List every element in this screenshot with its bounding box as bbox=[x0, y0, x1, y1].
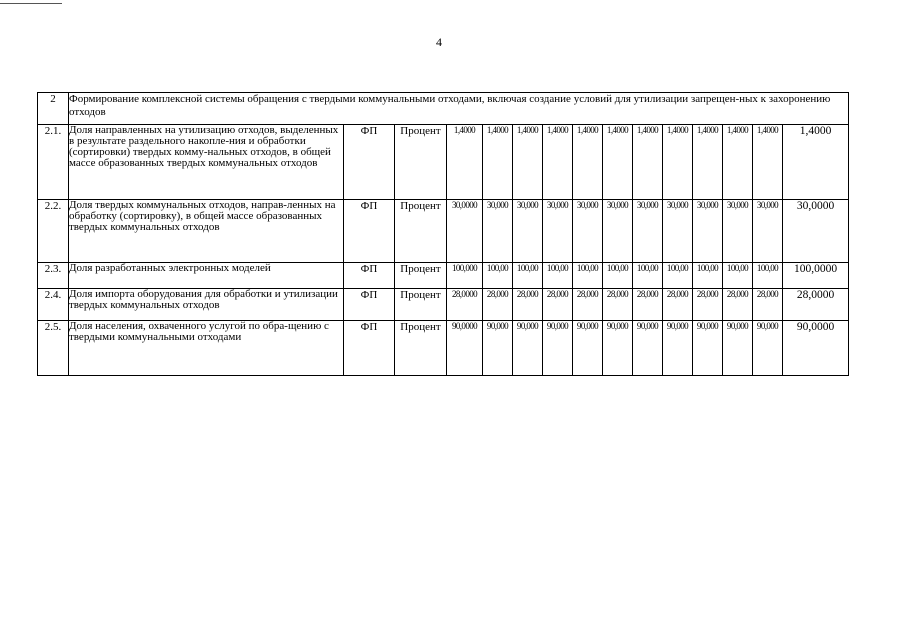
value-cell: 30,000 bbox=[753, 200, 783, 263]
indicator-name: Доля направленных на утилизацию отходов, выделенных в результате раздельного накопле-ния и обработки (сортировки) твердых комму-нальных отходов, в общей массе образованных твердых коммунальных отходов bbox=[69, 125, 344, 200]
value-cell: 1,4000 bbox=[573, 125, 603, 200]
row-number: 2.3. bbox=[38, 263, 69, 289]
indicator-name: Доля твердых коммунальных отходов, направ-ленных на обработку (сортировку), в общей массе образованных твердых коммунальных отходов bbox=[69, 200, 344, 263]
value-cell: 30,000 bbox=[663, 200, 693, 263]
value-cell: 100,00 bbox=[543, 263, 573, 289]
page-number: 4 bbox=[436, 35, 442, 49]
table-row bbox=[38, 125, 849, 200]
value-cell: 1,4000 bbox=[633, 125, 663, 200]
value-cell: 28,000 bbox=[723, 289, 753, 321]
source-code: ФП bbox=[344, 289, 395, 321]
unit-label: Процент bbox=[395, 263, 447, 289]
value-cell: 30,000 bbox=[723, 200, 753, 263]
value-cell: 28,000 bbox=[513, 289, 543, 321]
total-value: 1,4000 bbox=[783, 125, 849, 200]
value-cell: 90,0000 bbox=[447, 321, 483, 376]
total-value: 28,0000 bbox=[783, 289, 849, 321]
source-code: ФП bbox=[344, 321, 395, 376]
value-cell: 100,00 bbox=[693, 263, 723, 289]
value-cell: 1,4000 bbox=[483, 125, 513, 200]
value-cell: 30,000 bbox=[483, 200, 513, 263]
value-cell: 100,00 bbox=[723, 263, 753, 289]
value-cell: 28,000 bbox=[603, 289, 633, 321]
value-cell: 30,000 bbox=[633, 200, 663, 263]
value-cell: 90,000 bbox=[723, 321, 753, 376]
value-cell: 100,00 bbox=[753, 263, 783, 289]
value-cell: 90,000 bbox=[693, 321, 723, 376]
value-cell: 100,00 bbox=[663, 263, 693, 289]
section-number: 2 bbox=[38, 93, 69, 125]
value-cell: 28,000 bbox=[483, 289, 513, 321]
value-cell: 1,4000 bbox=[723, 125, 753, 200]
value-cell: 28,000 bbox=[633, 289, 663, 321]
value-cell: 30,000 bbox=[513, 200, 543, 263]
table-row bbox=[38, 321, 849, 376]
value-cell: 28,000 bbox=[753, 289, 783, 321]
value-cell: 28,000 bbox=[693, 289, 723, 321]
value-cell: 30,000 bbox=[543, 200, 573, 263]
value-cell: 30,000 bbox=[573, 200, 603, 263]
source-code: ФП bbox=[344, 263, 395, 289]
table-row bbox=[38, 289, 849, 321]
row-number: 2.1. bbox=[38, 125, 69, 200]
value-cell: 30,0000 bbox=[447, 200, 483, 263]
value-cell: 100,00 bbox=[513, 263, 543, 289]
value-cell: 90,000 bbox=[483, 321, 513, 376]
section-title: Формирование комплексной системы обращения с твердыми коммунальными отходами, включая создание условий для утилизации запрещен-ных к захоронению отходов bbox=[69, 93, 849, 125]
source-code: ФП bbox=[344, 200, 395, 263]
value-cell: 28,000 bbox=[663, 289, 693, 321]
value-cell: 1,4000 bbox=[603, 125, 633, 200]
value-cell: 28,0000 bbox=[447, 289, 483, 321]
section-row bbox=[38, 93, 849, 125]
table-body bbox=[38, 93, 849, 376]
value-cell: 1,4000 bbox=[753, 125, 783, 200]
row-number: 2.5. bbox=[38, 321, 69, 376]
indicator-name: Доля импорта оборудования для обработки и утилизации твердых коммунальных отходов bbox=[69, 289, 344, 321]
value-cell: 90,000 bbox=[513, 321, 543, 376]
value-cell: 1,4000 bbox=[513, 125, 543, 200]
total-value: 90,0000 bbox=[783, 321, 849, 376]
value-cell: 100,000 bbox=[447, 263, 483, 289]
indicators-table bbox=[37, 92, 849, 376]
value-cell: 1,4000 bbox=[693, 125, 723, 200]
indicator-name: Доля разработанных электронных моделей bbox=[69, 263, 344, 289]
value-cell: 90,000 bbox=[663, 321, 693, 376]
row-number: 2.2. bbox=[38, 200, 69, 263]
value-cell: 90,000 bbox=[543, 321, 573, 376]
row-number: 2.4. bbox=[38, 289, 69, 321]
value-cell: 90,000 bbox=[573, 321, 603, 376]
value-cell: 1,4000 bbox=[447, 125, 483, 200]
indicator-name: Доля населения, охваченного услугой по обра-щению с твердыми коммунальными отходами bbox=[69, 321, 344, 376]
value-cell: 1,4000 bbox=[543, 125, 573, 200]
value-cell: 90,000 bbox=[633, 321, 663, 376]
value-cell: 1,4000 bbox=[663, 125, 693, 200]
top-edge-rule bbox=[0, 3, 62, 4]
value-cell: 100,00 bbox=[483, 263, 513, 289]
unit-label: Процент bbox=[395, 289, 447, 321]
value-cell: 28,000 bbox=[573, 289, 603, 321]
value-cell: 100,00 bbox=[633, 263, 663, 289]
unit-label: Процент bbox=[395, 321, 447, 376]
value-cell: 30,000 bbox=[603, 200, 633, 263]
value-cell: 100,00 bbox=[573, 263, 603, 289]
unit-label: Процент bbox=[395, 200, 447, 263]
table-row bbox=[38, 200, 849, 263]
source-code: ФП bbox=[344, 125, 395, 200]
value-cell: 28,000 bbox=[543, 289, 573, 321]
value-cell: 90,000 bbox=[753, 321, 783, 376]
value-cell: 30,000 bbox=[693, 200, 723, 263]
unit-label: Процент bbox=[395, 125, 447, 200]
value-cell: 100,00 bbox=[603, 263, 633, 289]
total-value: 100,0000 bbox=[783, 263, 849, 289]
total-value: 30,0000 bbox=[783, 200, 849, 263]
value-cell: 90,000 bbox=[603, 321, 633, 376]
table-row bbox=[38, 263, 849, 289]
